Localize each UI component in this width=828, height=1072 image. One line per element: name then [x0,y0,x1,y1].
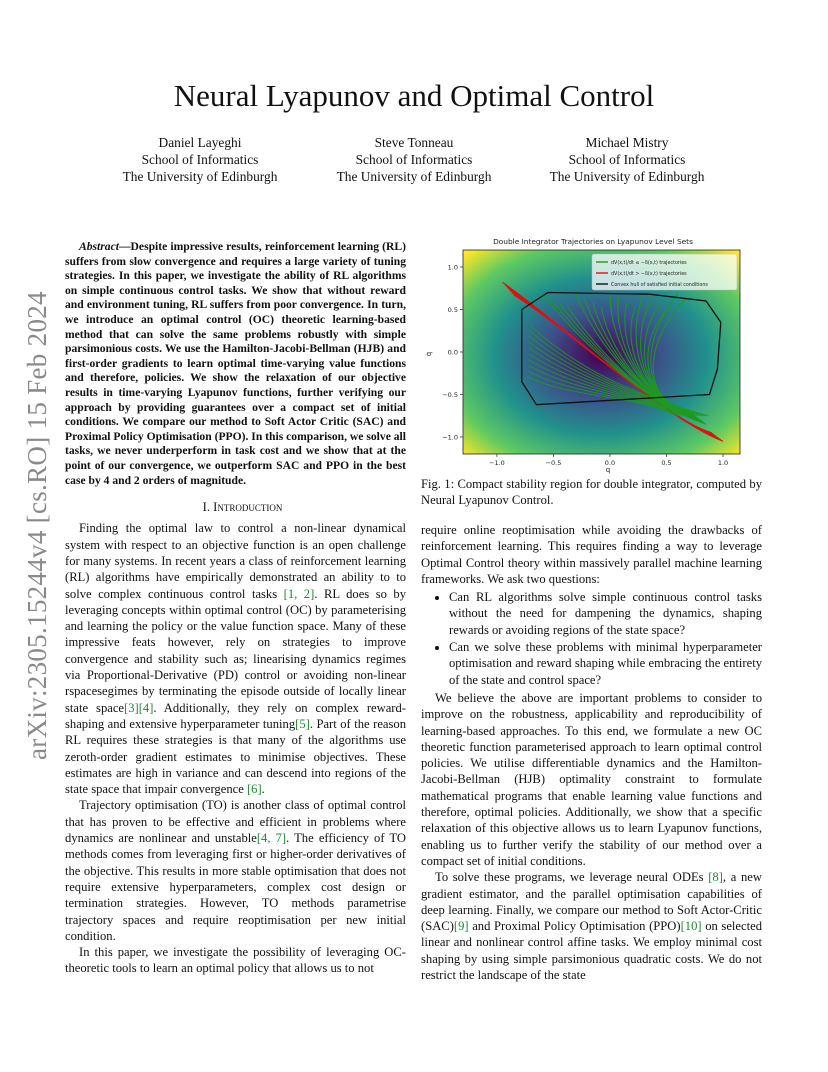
citation-link[interactable]: [5] [295,716,310,731]
y-tick-label: 1.0 [447,263,458,272]
citation-link[interactable]: [3][4] [124,700,154,715]
abstract [65,240,406,488]
author-dept: School of Informatics [141,152,259,167]
author-name: Michael Mistry [585,135,669,150]
section-heading-introduction: I. Introduction [202,500,283,515]
y-tick-label: 0.0 [447,348,458,357]
citation-link[interactable]: [6] [246,782,262,797]
x-tick-label: 1.0 [717,459,729,467]
author-block-1 [105,134,295,185]
citation-link[interactable]: [9] [453,919,469,934]
citation-link[interactable]: [8] [708,870,723,885]
y-tick-label: −1.0 [442,433,458,442]
question-item: • Can RL algorithms solve simple continuous control tasks without the need for dampening the dynamics, shaping rewards or avoiding regions of the state space? [449,589,762,638]
right-paragraph-2: We believe the above are important problems to consider to improve on the robustness, applicability and reproducibility of learning-based approaches. To this end, we formulate a new OC theoretic function parameterised approach to learn optimal control policies. We utilise differentiable dynamics and the Hamilton-Jacobi-Bellman (HJB) optimality constraint to formulate mathematical programs that enable learning value functions and therefore, optimal policies. Additionally, we show that a specific relaxation of this objective allows us to learn Lyapunov functions, enabling us to further verify the stability of our method over a compact set of initial conditions. [421,690,762,868]
chart-title: Double Integrator Trajectories on Lyapunov Level Sets [493,237,693,246]
legend-entry: dV(x,t)/dt ≤ −δ(x,t) trajectories [611,261,687,266]
y-tick-label: −0.5 [442,390,458,399]
y-tick-label: 0.5 [447,305,458,314]
author-dept: School of Informatics [568,152,686,167]
paper-title: Neural Lyapunov and Optimal Control [173,78,655,113]
author-inst: The University of Edinburgh [336,169,492,184]
y-axis-label: q̇ [425,351,433,357]
legend-entry: dV(x,t)/dt > −δ(x,t) trajectories [611,272,687,277]
author-dept: School of Informatics [355,152,473,167]
x-tick-label: −0.5 [545,459,562,467]
figure-1 [423,232,743,474]
right-paragraph-3: To solve these programs, we leverage neural ODEs [8], a new gradient estimator, and the parallel optimisation capabilities of deep learning. Finally, we compare our method to Soft Actor-Critic (SAC)[9] and Proximal Policy Optimisation (PPO)[10] on selected linear and nonlinear control affine tasks. We employ minimal cost shaping by using simple parsimonious quadratic costs. We do not restrict the landscape of the state [421,870,762,983]
intro-paragraph-1: Finding the optimal law to control a non-linear dynamical system with respect to an objective function is an open challenge for many systems. In recent years a class of reinforcement learning (RL) algorithms have empirically demonstrated an ability to to solve complex continuous control tasks [1, 2]. RL does so by leveraging concepts within optimal control (OC) by parameterising and learning the policy or the value function space. Many of these impressive feats however, rely on strategies to improve convergence and stability such as; linearising dynamics regimes via Proportional-Derivative (PD) control or avoiding non-linear rspacesegimes by terminating the episode outside of locally linear state space[3][4]. Additionally, they rely on complex reward-shaping and extensive hyperparameter tuning[5]. Part of the reason RL requires these strategies is that many of the algorithms use zeroth-order gradient estimates to minimise objectives. These estimates are high in variance and can descend into regions of the state space that impair convergence [6]. [65,521,406,797]
x-tick-label: −1.0 [489,459,505,467]
abstract-text: —Despite impressive results, reinforcement learning (RL) suffers from slow convergence and requires a large variety of tuning strategies. In this paper, we investigate the ability of RL algorithms on simple continuous control tasks. We show that without reward and environment tuning, RL suffers from poor convergence. In turn, we introduce an optimal control (OC) theoretic learning-based method that can solve the same problems robustly with simple parsimonious costs. We use the Hamilton-Jacobi-Bellman (HJB) and first-order gradients to learn optimal time-varying value functions and therefore, policies. We show the relaxation of our objective results in time-varying Lyapunov functions, further verifying our approach by providing guarantees over a compact set of initial conditions. We compare our method to Soft Actor Critic (SAC) and Proximal Policy Optimisation (PPO). In this comparison, we solve all tasks, we never underperform in task cost and we show that at the point of our convergence, we outperform SAC and PPO in the best case by 4 and 2 orders of magnitude. [65,240,406,487]
intro-paragraph-3: In this paper, we investigate the possibility of leveraging OC-theoretic tools to learn an optimal policy that allows us to not [65,945,406,976]
lyapunov-chart [423,232,743,474]
author-block-2 [319,134,509,185]
author-name: Daniel Layeghi [158,135,242,150]
intro-paragraph-2: Trajectory optimisation (TO) is another class of optimal control that has proven to be effective and efficient in problems where dynamics are nonlinear and unstable[4, 7]. The efficiency of TO methods comes from leveraging first or higher-order derivatives of the objective. This results in more stable optimisation that does not require extensive hyperparameters, complex cost design or termination strategies. However, TO methods parametrise trajectory spaces and require reoptimisation per new initial condition. [65,798,406,943]
author-inst: The University of Edinburgh [122,169,278,184]
question-list [421,589,762,688]
citation-link[interactable]: [1, 2] [283,586,315,601]
author-block-3 [532,134,722,185]
legend-entry: Convex hull of satisfied initial conditions [611,283,708,288]
author-name: Steve Tonneau [374,135,454,150]
citation-link[interactable]: [10] [680,919,702,934]
abstract-label: Abstract [79,240,119,253]
citation-link[interactable]: [4, 7] [256,831,287,846]
question-item: • Can we solve these problems with minimal hyperparameter optimisation and reward shaping while embracing the entirety of the state and control space? [449,639,762,688]
x-tick-label: 0.5 [661,459,672,467]
right-column [421,522,762,983]
figure-caption: Fig. 1: Compact stability region for double integrator, computed by Neural Lyapunov Control. [421,477,762,508]
right-paragraph-1: require online reoptimisation while avoiding the drawbacks of reinforcement learning. This requires finding a way to leverage Optimal Control theory within massively parallel machine learning frameworks. We ask two questions: [421,523,762,586]
arxiv-identifier: arXiv:2305.15244v4 [cs.RO] 15 Feb 2024 [22,291,52,760]
x-tick-label: 0.0 [604,459,616,467]
x-axis-label: q [605,466,611,474]
left-column [65,240,406,977]
author-inst: The University of Edinburgh [549,169,705,184]
